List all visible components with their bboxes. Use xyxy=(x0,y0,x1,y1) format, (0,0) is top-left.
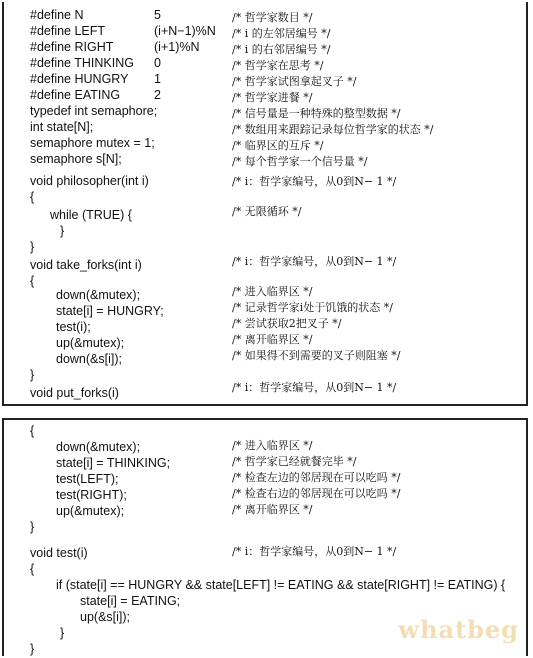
code-line: #define RIGHT xyxy=(30,40,114,54)
code-line: { xyxy=(30,274,35,288)
code-line: } xyxy=(60,626,65,640)
code-line: #define N xyxy=(30,8,84,22)
code-line: void take_forks(int i) xyxy=(30,258,142,272)
code-comment: /* 无限循环 */ xyxy=(232,205,302,218)
code-line: semaphore s[N]; xyxy=(30,152,122,166)
code-line: if (state[i] == HUNGRY && state[LEFT] != EATING && state[RIGHT] != EATING) { xyxy=(56,578,506,592)
code-line-value: (i+N−1)%N xyxy=(154,24,216,38)
code-line: } xyxy=(30,520,35,534)
code-line: semaphore mutex = 1; xyxy=(30,136,155,150)
code-line-value: (i+1)%N xyxy=(154,40,200,54)
code-comment: /* 哲学家在思考 */ xyxy=(232,59,324,72)
code-line-value: 2 xyxy=(154,88,161,102)
code-comment: /* i 的右邻居编号 */ xyxy=(232,43,331,56)
code-line: up(&mutex); xyxy=(56,504,125,518)
watermark-logo: whatbeg xyxy=(398,615,519,644)
code-line: { xyxy=(30,562,35,576)
code-comment: /* 临界区的互斥 */ xyxy=(232,139,324,152)
code-line: while (TRUE) { xyxy=(50,208,132,222)
code-comment: /* i：哲学家编号，从0到N− 1 */ xyxy=(232,381,397,394)
code-comment: /* 如果得不到需要的叉子则阻塞 */ xyxy=(232,349,401,362)
code-line-value: 0 xyxy=(154,56,161,70)
code-line: up(&s[i]); xyxy=(80,610,131,624)
code-line: state[i] = HUNGRY; xyxy=(56,304,164,318)
code-line: test(RIGHT); xyxy=(56,488,127,502)
code-line: state[i] = EATING; xyxy=(80,594,181,608)
code-comment: /* i：哲学家编号，从0到N− 1 */ xyxy=(232,255,397,268)
code-line-value: 5 xyxy=(154,8,161,22)
code-comment: /* 哲学家进餐 */ xyxy=(232,91,313,104)
code-line: { xyxy=(30,424,35,438)
code-comment: /* 信号量是一种特殊的整型数据 */ xyxy=(232,107,401,120)
code-comment: /* 哲学家试图拿起叉子 */ xyxy=(232,75,357,88)
code-line: void test(i) xyxy=(30,546,88,560)
code-line: #define EATING xyxy=(30,88,121,102)
code-line: } xyxy=(30,642,35,656)
code-comment: /* 数组用来跟踪记录每位哲学家的状态 */ xyxy=(232,123,434,136)
code-line: down(&mutex); xyxy=(56,440,141,454)
code-comment: /* i 的左邻居编号 */ xyxy=(232,27,331,40)
code-comment: /* 检查左边的邻居现在可以吃吗 */ xyxy=(232,471,401,484)
code-comment: /* 哲学家数目 */ xyxy=(232,11,313,24)
code-line-value: 1 xyxy=(154,72,161,86)
code-panel-top xyxy=(2,2,528,406)
code-line: void put_forks(i) xyxy=(30,386,119,400)
code-line: down(&mutex); xyxy=(56,288,141,302)
code-line: } xyxy=(30,240,35,254)
code-line: test(LEFT); xyxy=(56,472,119,486)
code-line: { xyxy=(30,190,35,204)
code-line: #define LEFT xyxy=(30,24,106,38)
code-comment: /* 离开临界区 */ xyxy=(232,333,313,346)
code-comment: /* i：哲学家编号，从0到N− 1 */ xyxy=(232,175,397,188)
code-line: #define HUNGRY xyxy=(30,72,129,86)
code-comment: /* 记录哲学家i处于饥饿的状态 */ xyxy=(232,301,393,314)
code-comment: /* 每个哲学家一个信号量 */ xyxy=(232,155,368,168)
code-line: test(i); xyxy=(56,320,91,334)
code-comment: /* 进入临界区 */ xyxy=(232,439,313,452)
code-comment: /* 哲学家已经就餐完毕 */ xyxy=(232,455,357,468)
code-line: typedef int semaphore; xyxy=(30,104,158,118)
code-comment: /* 尝试获取2把叉子 */ xyxy=(232,317,342,330)
code-comment: /* 离开临界区 */ xyxy=(232,503,313,516)
code-line: int state[N]; xyxy=(30,120,94,134)
code-comment: /* 检查右边的邻居现在可以吃吗 */ xyxy=(232,487,401,500)
code-line: up(&mutex); xyxy=(56,336,125,350)
code-comment: /* i：哲学家编号，从0到N− 1 */ xyxy=(232,545,397,558)
code-line: down(&s[i]); xyxy=(56,352,122,366)
code-line: #define THINKING xyxy=(30,56,134,70)
code-line: } xyxy=(60,224,65,238)
code-line: state[i] = THINKING; xyxy=(56,456,171,470)
code-comment: /* 进入临界区 */ xyxy=(232,285,313,298)
code-line: } xyxy=(30,368,35,382)
code-line: void philosopher(int i) xyxy=(30,174,149,188)
